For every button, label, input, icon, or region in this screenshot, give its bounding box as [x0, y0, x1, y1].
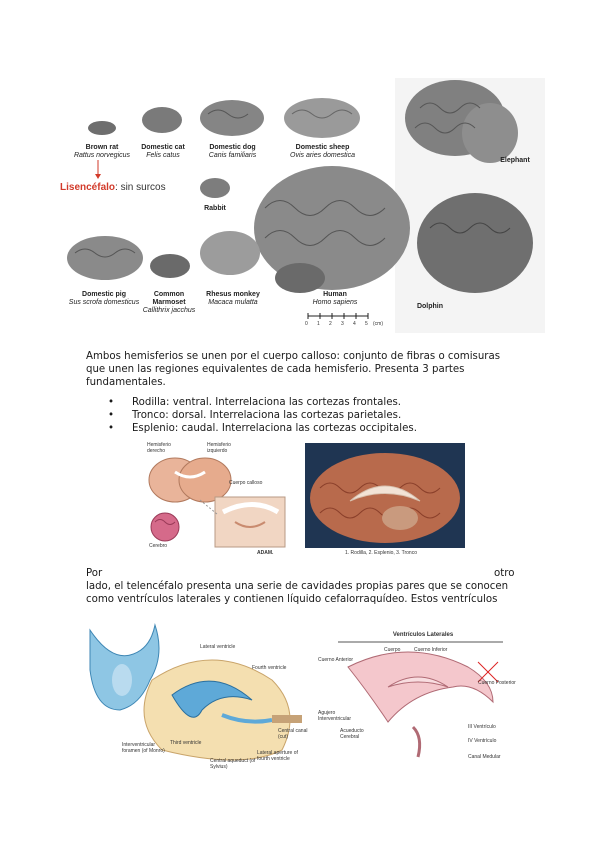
label-rabbit — [195, 205, 235, 213]
label-cuerno-inferior: Cuerno Inferior — [414, 647, 448, 653]
label-dolphin — [410, 303, 450, 311]
label-acueducto-cerebral: Acueducto Cerebral — [340, 728, 364, 740]
sagittal-section — [305, 443, 465, 548]
ventricles-illustration-right — [318, 632, 523, 772]
brown-rat-brain — [88, 121, 116, 135]
species-name: Brown rat — [85, 144, 119, 151]
lisencefalo-term: Lisencéfalo — [60, 182, 116, 193]
scale-tick: 2 — [329, 321, 332, 327]
label-rhesus-monkey — [198, 291, 268, 307]
label-iii-ventriculo: III Ventrículo — [468, 724, 496, 730]
ventriculos-laterales-title: Ventrículos Laterales — [392, 632, 454, 638]
species-name: Domestic sheep — [295, 144, 350, 151]
label-marmoset — [138, 291, 200, 315]
label-domestic-dog — [195, 144, 270, 160]
scale-tick: 3 — [341, 321, 344, 327]
label-domestic-pig — [64, 291, 144, 307]
marmoset-brain — [150, 254, 190, 278]
rhesus-monkey-brain — [200, 231, 260, 275]
bullet-esplenio: • Esplenio: caudal. Interrelaciona las cortezas occipitales. — [106, 422, 526, 435]
label-lateral-ventricle: Lateral ventricle — [200, 644, 236, 650]
label-domestic-sheep — [280, 144, 365, 160]
species-sci: Macaca mulatta — [208, 299, 258, 306]
species-name: Common Marmoset — [152, 291, 186, 306]
species-name: Domestic pig — [82, 291, 126, 298]
label-agujero-interventricular: Agujero Interventricular — [318, 710, 352, 722]
scale-tick: 5 — [365, 321, 368, 327]
label-fourth-ventricle: Fourth ventricle — [252, 665, 287, 671]
species-sci: Homo sapiens — [312, 299, 358, 306]
bullet-rodilla: • Rodilla: ventral. Interrelaciona las cortezas frontales. — [106, 396, 526, 409]
word-por: Por — [86, 568, 103, 579]
corpus-callosum-diagram — [145, 442, 295, 560]
scale-ticks — [305, 321, 395, 327]
ventricles-diagram-left — [82, 620, 312, 780]
label-canal-medular: Canal Medular — [468, 754, 501, 760]
species-sci: Callithrix jacchus — [142, 307, 196, 314]
scale-tick: 4 — [353, 321, 356, 327]
species-name: Elephant — [500, 157, 530, 164]
species-name: Domestic cat — [141, 144, 185, 151]
label-lateral-aperture: Lateral aperture of fourth ventricle — [257, 750, 298, 762]
species-sci: Sus scrofa domesticus — [68, 299, 140, 306]
species-sci: Rattus norvegicus — [73, 152, 131, 159]
adam-logo: ADAM. — [257, 550, 274, 556]
rabbit-brain — [200, 178, 230, 198]
scale-tick: 1 — [317, 321, 320, 327]
label-third-ventricle: Third ventricle — [170, 740, 202, 746]
ventricles-diagram-right — [318, 632, 523, 772]
label-iv-ventriculo: IV Ventrículo — [468, 738, 497, 744]
dolphin-brain — [417, 193, 533, 293]
species-name: Domestic dog — [209, 144, 256, 151]
label-cuerpo: Cuerpo — [384, 647, 401, 653]
word-otro: otro — [494, 568, 515, 579]
label-central-canal: Central canal (cut) — [278, 728, 308, 740]
lisencefalo-caption — [60, 182, 166, 193]
label-cuerpo-calloso: Cuerpo calloso — [229, 480, 263, 486]
bullet-list — [106, 396, 526, 435]
species-name: Rabbit — [204, 205, 226, 212]
bullet-tronco: • Tronco: dorsal. Interrelaciona las cortezas parietales. — [106, 409, 526, 422]
domestic-dog-brain — [200, 100, 264, 136]
species-name: Dolphin — [416, 303, 444, 310]
brain-comparison-figure — [50, 78, 545, 333]
label-cerebro: Cerebro — [149, 543, 168, 549]
species-name: Human — [323, 291, 347, 298]
domestic-cat-brain — [142, 107, 182, 133]
paragraph-cuerpo-calloso: Ambos hemisferios se unen por el cuerpo calloso: conjunto de fibras o comisuras que unen las regiones equivalentes de cada hemisferio. Presenta 3 partes fundamentales. — [86, 351, 501, 388]
scale-unit: (cm) — [373, 321, 383, 327]
sagittal-caption: 1. Rodilla, 2. Esplenio, 3. Tronco — [345, 550, 417, 556]
human-brain — [254, 166, 410, 290]
label-hemisferio-izquierdo: Hemisferio izquierdo — [207, 442, 231, 454]
label-human — [305, 291, 365, 307]
label-hemisferio-derecho: Hemisferio derecho — [147, 442, 171, 454]
label-interventricular-foramen: Interventricular foramen (of Monro) — [122, 742, 165, 754]
label-elephant — [495, 157, 535, 165]
species-name: Rhesus monkey — [206, 291, 260, 298]
label-central-aqueduct: Central aqueduct (of Sylvius) — [210, 758, 256, 770]
species-sci: Ovis aries domestica — [290, 152, 355, 159]
scale-tick: 0 — [305, 321, 308, 327]
domestic-pig-brain — [67, 236, 143, 280]
lisencefalo-desc: : sin surcos — [115, 182, 166, 193]
species-sci: Felis catus — [146, 152, 180, 159]
species-sci: Canis familiaris — [208, 152, 257, 159]
brain-sagittal-photo — [305, 443, 465, 558]
label-cuerno-anterior: Cuerno Anterior — [318, 657, 354, 663]
label-cuerno-posterior: Cuerno Posterior — [478, 680, 516, 686]
label-domestic-cat — [128, 144, 198, 160]
paragraph-ventriculos: lado, el telencéfalo presenta una serie de cavidades propias pares que se conocen como ventrículos laterales y contienen líquido cefalorraquídeo. Estos ventrículos — [86, 581, 509, 605]
